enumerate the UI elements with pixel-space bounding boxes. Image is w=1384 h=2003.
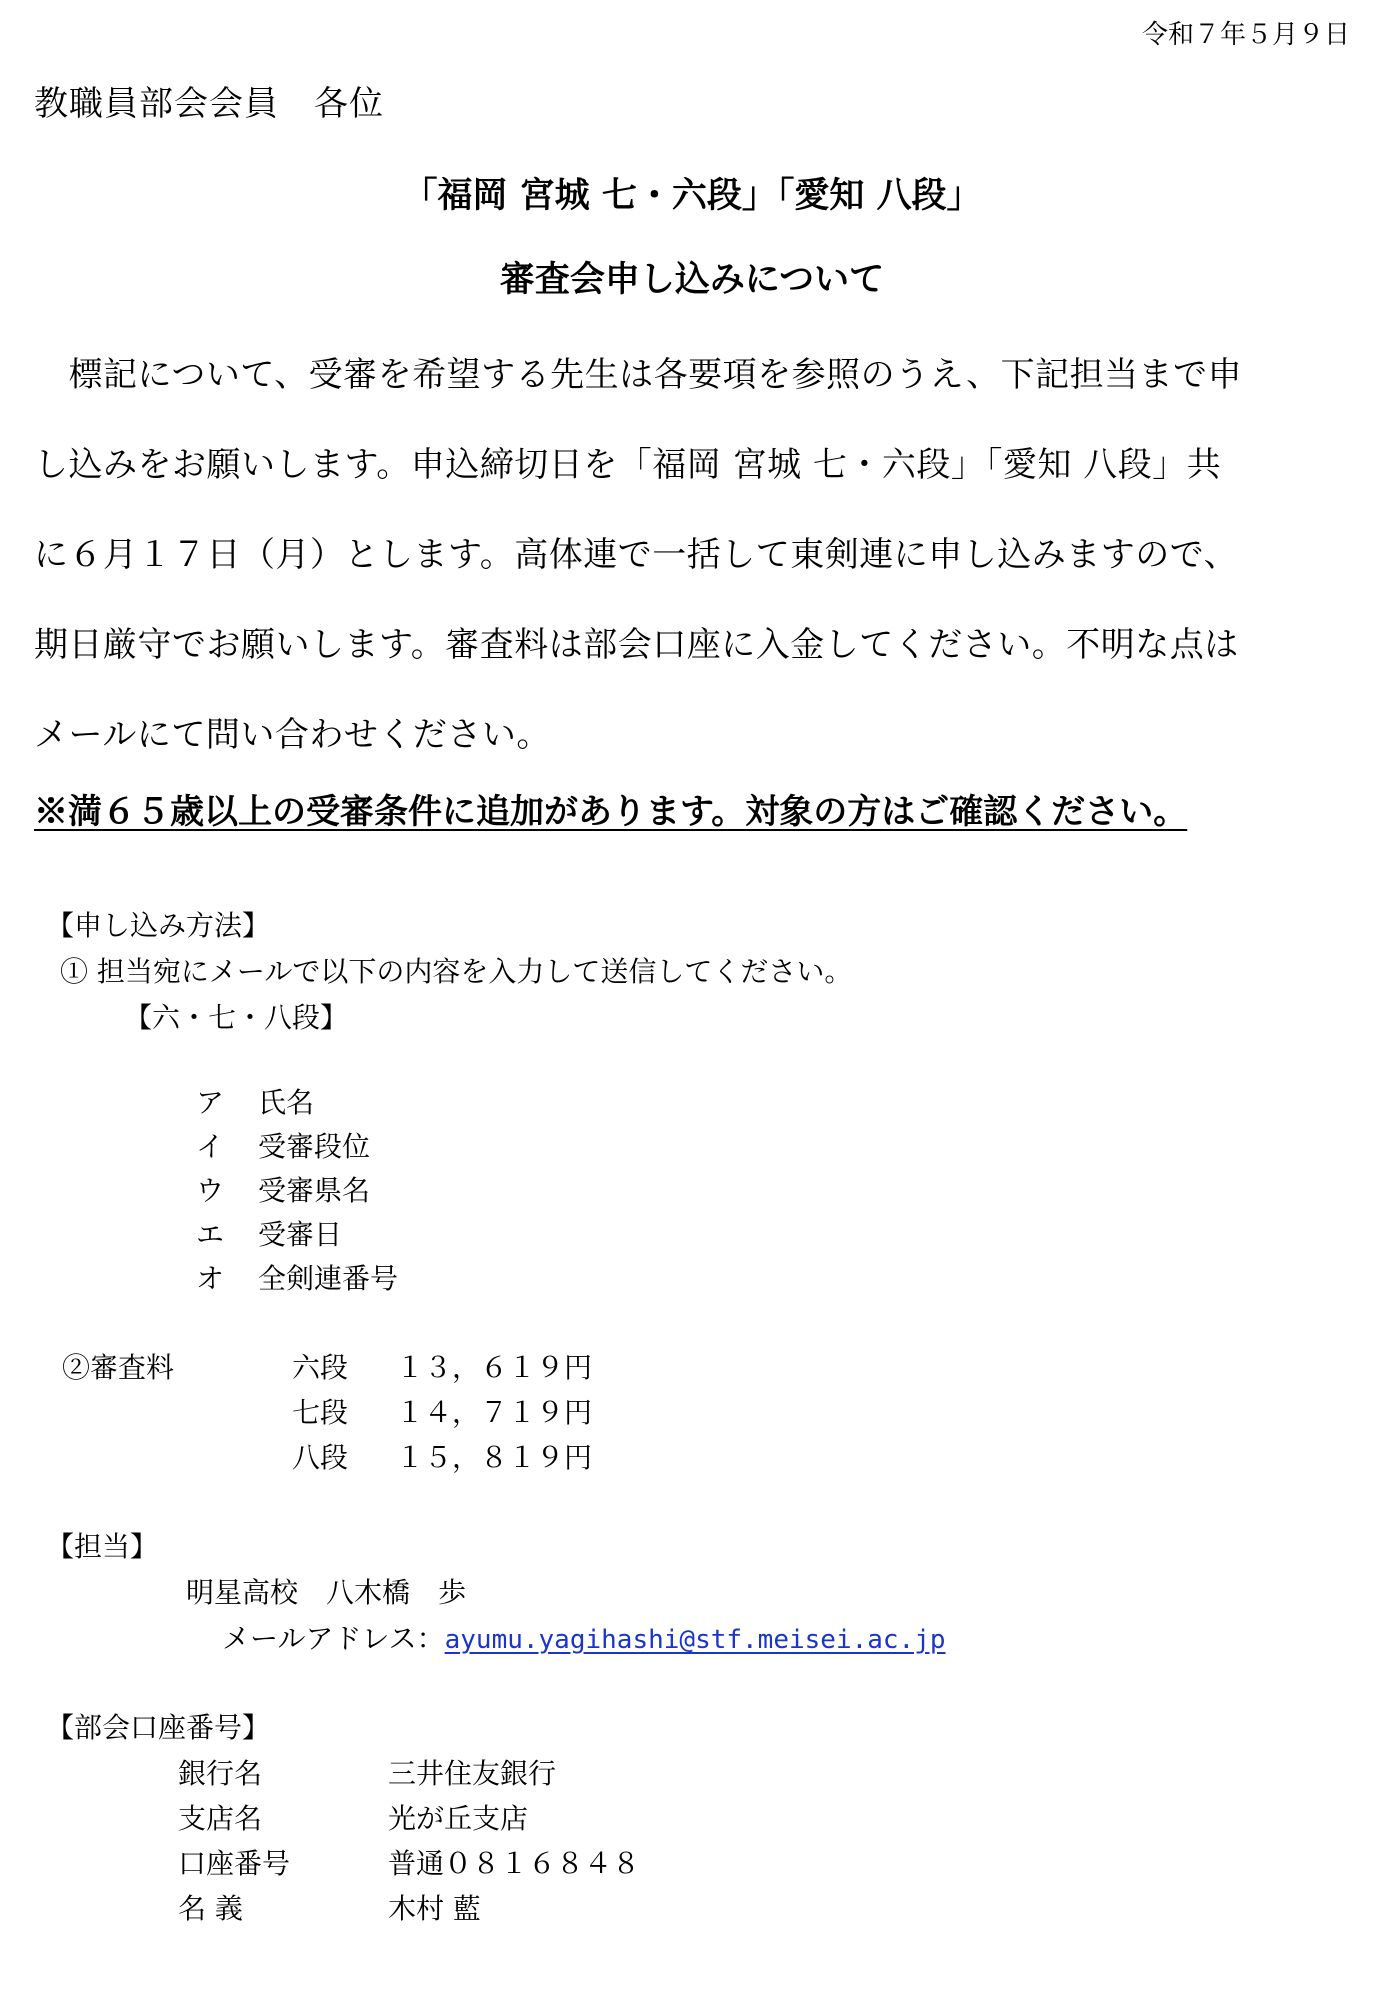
account-key: 名 義: [178, 1892, 243, 1925]
body-line: メールにて問い合わせください。: [34, 715, 551, 755]
fee-amount: １３，６１９円: [396, 1351, 593, 1384]
list-item: [196, 1257, 398, 1297]
addressee: 教職員部会会員 各位: [34, 84, 384, 124]
fee-amount: １４，７１９円: [396, 1396, 593, 1429]
contact-heading: 【担当】: [46, 1530, 159, 1563]
body-line: に６月１７日（月）とします。高体連で一括して東剣連に申し込みますので、: [34, 535, 1239, 575]
grade-heading: 【六・七・八段】: [124, 1001, 349, 1034]
title-line-1: 「福岡 宮城 七・六段」「愛知 八段」: [402, 175, 982, 216]
account-value: 光が丘支店: [388, 1802, 529, 1835]
list-item: [196, 1081, 314, 1121]
account-row: [178, 1752, 556, 1792]
application-step-1: ① 担当宛にメールで以下の内容を入力して送信してください。: [60, 955, 853, 988]
email-row: [222, 1617, 946, 1657]
list-item: [196, 1125, 370, 1165]
account-row: [178, 1797, 528, 1837]
body-line: 標記について、受審を希望する先生は各要項を参照のうえ、下記担当まで申: [34, 355, 1243, 395]
contact-name: 明星高校 八木橋 歩: [186, 1576, 467, 1609]
list-item: [196, 1169, 370, 1209]
fee-label: ②審査料: [62, 1351, 175, 1384]
account-row: [178, 1887, 481, 1927]
account-heading: 【部会口座番号】: [46, 1711, 271, 1744]
fee-row: [292, 1436, 592, 1476]
account-value: 普通０８１６８４８: [388, 1847, 641, 1880]
list-item-kana: ウ: [196, 1174, 225, 1207]
list-item-label: 氏名: [258, 1086, 315, 1119]
body-paragraph: [34, 330, 1364, 780]
account-value: 木村 藍: [388, 1892, 481, 1925]
list-item-label: 受審段位: [258, 1130, 371, 1163]
fee-grade: 六段: [292, 1351, 349, 1384]
fee-row: [292, 1391, 592, 1431]
fee-grade: 八段: [292, 1441, 349, 1474]
body-line: 期日厳守でお願いします。審査料は部会口座に入金してください。不明な点は: [34, 625, 1239, 665]
body-line: し込みをお願いします。申込締切日を「福岡 宮城 七・六段」「愛知 八段」共: [34, 445, 1222, 485]
account-row: [178, 1842, 640, 1882]
list-item-label: 全剣連番号: [258, 1262, 399, 1295]
list-item-label: 受審日: [258, 1218, 343, 1251]
account-key: 銀行名: [178, 1757, 263, 1790]
list-item-label: 受審県名: [258, 1174, 371, 1207]
list-item-kana: ア: [196, 1086, 225, 1119]
account-key: 支店名: [178, 1802, 263, 1835]
application-heading: 【申し込み方法】: [46, 909, 271, 942]
title-line-2: 審査会申し込みについて: [499, 259, 885, 300]
list-item-kana: エ: [196, 1218, 225, 1251]
fee-amount: １５，８１９円: [396, 1441, 593, 1474]
email-link[interactable]: ayumu.yagihashi@stf.meisei.ac.jp: [444, 1625, 946, 1655]
list-item-kana: オ: [196, 1262, 225, 1295]
account-value: 三井住友銀行: [388, 1757, 557, 1790]
fee-row: [292, 1346, 592, 1386]
account-key: 口座番号: [178, 1847, 291, 1880]
fee-grade: 七段: [292, 1396, 349, 1429]
list-item: [196, 1213, 342, 1253]
document-date: 令和７年５月９日: [1141, 20, 1350, 50]
email-label: メールアドレス：: [222, 1622, 445, 1655]
age-notice: ※満６５歳以上の受審条件に追加があります。対象の方はご確認ください。: [34, 792, 1188, 832]
list-item-kana: イ: [196, 1130, 225, 1163]
